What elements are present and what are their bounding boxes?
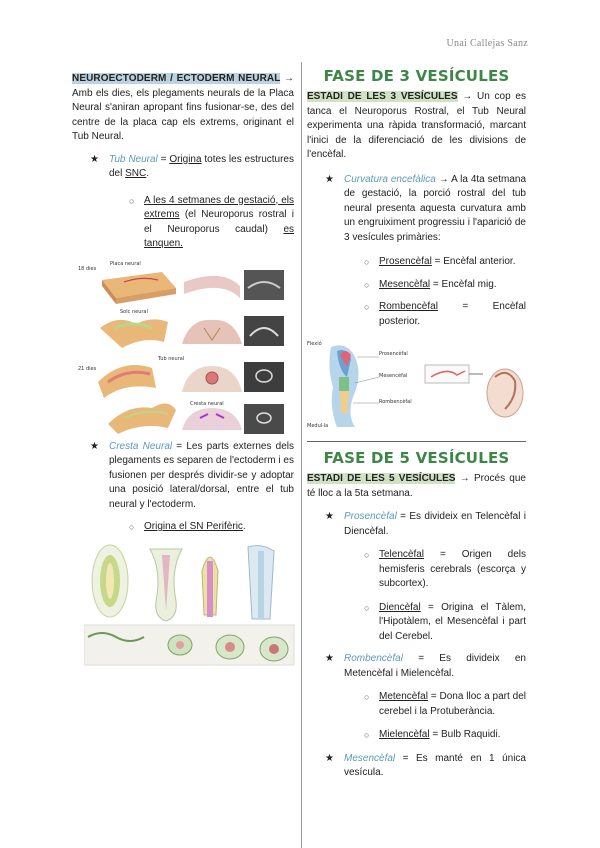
- label-flexio: Flexió: [307, 341, 322, 347]
- label-medulla: Medul·la: [307, 423, 329, 429]
- intro-text: Amb els dies, els plegaments neurals de la Placa Neural s'aniran apropant fins fusionar-se, des del centre de la placa cap els extrems, originant el Tub Neural.: [72, 87, 294, 142]
- stage3-highlight: ESTADI DE LES 3 VESÍCULES: [307, 91, 458, 102]
- bullet-tub-neural: ★ Tub Neural = Origina totes les estructures del SNC.: [90, 153, 294, 179]
- intro-arrow: →: [284, 73, 295, 84]
- embryo-slab-2: [100, 319, 168, 348]
- label-tub-neural: Tub neural: [158, 355, 185, 362]
- stage5-highlight: ESTADI DE LES 5 VESÍCULES: [307, 473, 456, 484]
- column-divider: [301, 62, 302, 848]
- crest-stage-1: [92, 545, 128, 617]
- crest-stage-4: [248, 545, 274, 618]
- bullet-mesencefal: ★ Mesencèfal = Es manté en 1 única vesícula.: [325, 752, 526, 778]
- circle-bullet-icon: ○: [364, 602, 370, 613]
- label-rombencefal: Rombencèfal: [379, 399, 412, 405]
- neural-tube-figure: [72, 258, 294, 434]
- label-mesencefal: Mesencèfal: [379, 373, 408, 379]
- star-bullet-icon: ★: [90, 440, 99, 452]
- three-vesicles-figure: [307, 337, 526, 431]
- sub-bullet-prosencefal: ○ Prosencèfal = Encèfal anterior.: [307, 255, 526, 270]
- sub-bullet-mesencefal: ○ Mesencèfal = Encèfal mig.: [307, 278, 526, 293]
- embryo-slab-4: [108, 403, 176, 434]
- label-21-dies: 21 dies: [78, 365, 97, 372]
- bullet-cresta-neural: ★ Cresta Neural = Les parts externes dels plegaments es separen de l'ectoderm i es fusionen per després dividir-se y adoptar una posició lateral/dorsal, entre el tub neural y l'ectoderm.: [90, 440, 294, 510]
- right-column: [307, 66, 526, 781]
- heading-fase-3-vesicules: FASE DE 3 VESÍCULES: [323, 67, 510, 85]
- label-cresta-neural: Cresta neural: [190, 400, 224, 407]
- intro-highlight: NEUROECTODERM / ECTODERM NEURAL: [72, 73, 281, 84]
- star-bullet-icon: ★: [325, 752, 334, 764]
- sub-bullet-metencefal: ○ Metencèfal = Dona lloc a part del cerebel i la Protuberància.: [364, 691, 526, 717]
- embryo-slab-3: [98, 365, 156, 398]
- sub-bullet-tancament: ○ A les 4 setmanes de gestació, els extrems (el Neuroporus rostral i el Neuroporus caudal) es tanquen.: [129, 194, 294, 249]
- sub-bullet-mielencefal: ○ Mielencèfal = Bulb Raquidi.: [307, 728, 526, 743]
- section-divider: [307, 441, 526, 442]
- star-bullet-icon: ★: [325, 173, 334, 185]
- star-bullet-icon: ★: [325, 511, 334, 522]
- term-curvatura: Curvatura encefàlica: [344, 173, 436, 185]
- term-prosencefal: Prosencèfal: [344, 511, 397, 522]
- circle-bullet-icon: ○: [129, 522, 135, 532]
- circle-bullet-icon: ○: [364, 302, 370, 312]
- bullet-rombencefal: ★ Rombencèfal = Es divideix en Metencèfal i Mielencèfal.: [325, 653, 526, 679]
- left-column: [72, 72, 294, 669]
- circle-bullet-icon: ○: [364, 279, 370, 290]
- label-18-dies: 18 dies: [78, 265, 97, 272]
- term-cresta-neural: Cresta Neural: [109, 440, 173, 452]
- term-rombencefal: Rombencèfal: [344, 653, 403, 664]
- label-prosencefal: Prosencèfal: [379, 351, 408, 357]
- bullet-curvatura: ★ Curvatura encefàlica → A la 4ta setmana de gestació, la porció rostral del tub neural presenta aquesta curvatura amb un engruiximent progressiu i l'aparició de 3 vesícules primàries:: [325, 173, 527, 243]
- crest-stage-2: [150, 549, 182, 621]
- circle-bullet-icon: ○: [364, 692, 370, 702]
- term-tub-neural: Tub Neural: [109, 153, 158, 165]
- origina-text: Origina: [169, 153, 202, 165]
- star-bullet-icon: ★: [325, 653, 334, 664]
- circle-bullet-icon: ○: [364, 550, 370, 560]
- term-mesencefal: Mesencèfal: [344, 752, 396, 764]
- circle-bullet-icon: ○: [364, 730, 370, 740]
- circle-bullet-icon: ○: [364, 257, 370, 267]
- sub-bullet-telencefal: ○ Telencèfal = Origen dels hemisferis cerebrals (escorça y subcortex).: [364, 549, 526, 589]
- embryo-slab-1: [102, 272, 176, 304]
- label-placa-neural: Placa neural: [110, 260, 141, 267]
- star-bullet-icon: ★: [90, 153, 99, 165]
- bullet-prosencefal: ★ Prosencèfal = Es divideix en Telencèfal i Diencèfal.: [325, 511, 526, 537]
- sub-bullet-diencefal: ○ Diencèfal = Origina el Tàlem, l'Hipotàlem, el Mesencèfal i part del Cerebel.: [364, 601, 526, 642]
- sub-bullet-rombencefal: ○ Rombencèfal = Encèfal posterior.: [364, 301, 526, 327]
- author-name: Unai Callejas Sanz: [446, 38, 528, 49]
- snc-text: SNC: [125, 168, 147, 179]
- label-solc-neural: Solc neural: [120, 308, 148, 315]
- stage5-paragraph: ESTADI DE LES 5 VESÍCULES → Procés que té lloc a la 5ta setmana.: [307, 473, 526, 499]
- sub-bullet-sn-periferic: ○ Origina el SN Perifèric.: [72, 520, 294, 535]
- crest-stage-3: [202, 557, 218, 617]
- stage3-paragraph: ESTADI DE LES 3 VESÍCULES → Un cop es tanca el Neuroporus Rostral, el Tub Neural experimenta una ràpida transformació, marcant l'inici de la diferenciació de les divisions de l'encèfal.: [307, 91, 526, 160]
- intro-paragraph: [72, 72, 294, 145]
- heading-fase-5-vesicules: FASE DE 5 VESÍCULES: [323, 449, 510, 467]
- circle-bullet-icon: ○: [129, 195, 135, 206]
- neural-crest-figure: [84, 541, 306, 669]
